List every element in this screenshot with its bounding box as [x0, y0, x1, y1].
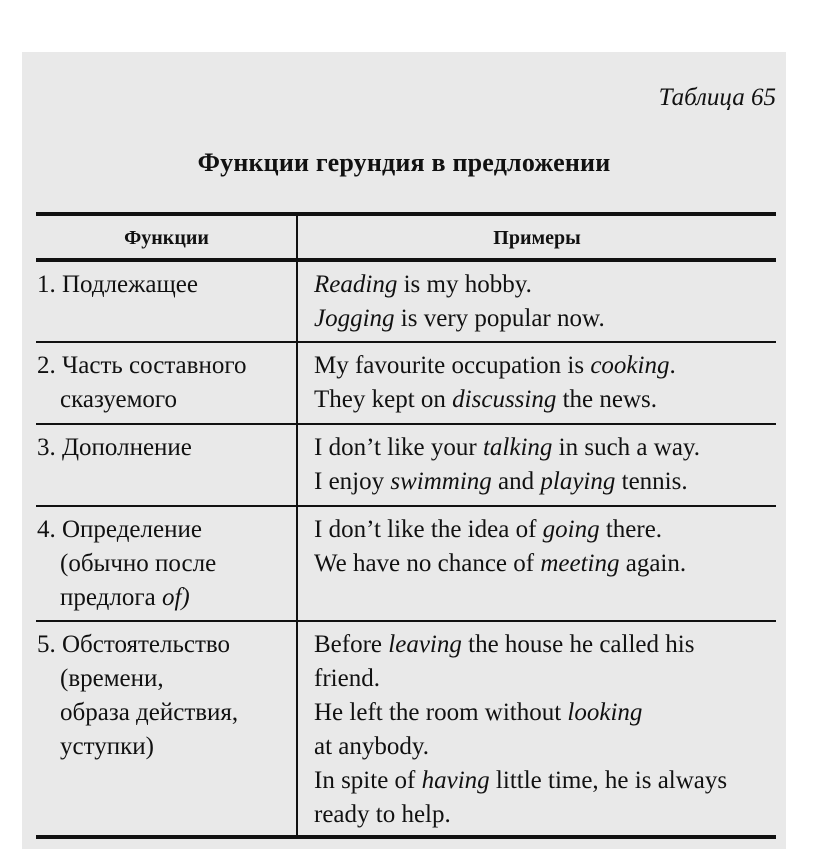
table-number: Таблица 65 — [658, 84, 776, 111]
header-functions: Функции — [36, 216, 298, 258]
function-cell — [36, 507, 298, 620]
example-text: in such a way. — [552, 434, 701, 461]
example-line — [314, 764, 776, 798]
function-cell — [36, 262, 298, 341]
example-text: there. — [599, 516, 663, 543]
table-row — [36, 425, 776, 505]
example-text: I enjoy — [314, 468, 391, 495]
function-line: сказуемого — [60, 386, 178, 413]
example-text: My favourite occupation is — [314, 352, 591, 379]
example-text: In spite of — [314, 767, 422, 794]
example-text: the house he called his — [461, 631, 695, 658]
example-line — [314, 465, 776, 499]
example-line — [314, 349, 776, 383]
table-row — [36, 507, 776, 620]
example-cell — [298, 507, 776, 620]
table-header-row — [36, 216, 776, 258]
gerund-word: meeting — [540, 550, 620, 577]
example-text: is very popular now. — [394, 305, 605, 332]
example-text: friend. — [314, 665, 380, 692]
example-line — [314, 302, 776, 336]
example-text: I don’t like your — [314, 434, 483, 461]
gerund-word: leaving — [388, 631, 462, 658]
gerund-word: discussing — [452, 386, 557, 413]
function-line: (времени, — [60, 665, 164, 692]
function-cell — [36, 425, 298, 505]
example-text: . — [669, 352, 676, 379]
function-cell — [36, 343, 298, 423]
example-line — [314, 268, 776, 302]
gerund-word: Reading — [314, 271, 398, 298]
function-line: уступки) — [60, 733, 154, 760]
example-text: I don’t like the idea of — [314, 516, 543, 543]
example-line — [314, 628, 776, 662]
gerund-word: playing — [540, 468, 616, 495]
function-line: (обычно после — [60, 550, 217, 577]
example-text: tennis. — [615, 468, 688, 495]
table-body — [36, 262, 776, 835]
table-row — [36, 343, 776, 423]
example-text: little time, he is always — [489, 767, 728, 794]
example-line — [314, 547, 776, 581]
gerund-word: going — [542, 516, 600, 543]
example-cell — [298, 622, 776, 835]
example-text: the news. — [556, 386, 658, 413]
example-text: is my hobby. — [397, 271, 532, 298]
example-cell — [298, 262, 776, 341]
example-text: He left the room without — [314, 699, 568, 726]
example-line — [314, 696, 776, 730]
example-text: They kept on — [314, 386, 453, 413]
gerund-word: Jogging — [314, 305, 395, 332]
gerund-word: looking — [567, 699, 643, 726]
example-line — [314, 662, 776, 696]
example-line — [314, 513, 776, 547]
gerund-word: swimming — [390, 468, 492, 495]
table-row — [36, 622, 776, 835]
example-line — [314, 798, 776, 832]
function-line: 3. Дополнение — [37, 434, 192, 461]
example-line — [314, 431, 776, 465]
example-text: at anybody. — [314, 733, 430, 760]
example-line — [314, 383, 776, 417]
example-text: Before — [314, 631, 389, 658]
example-text: ready to help. — [314, 801, 451, 828]
function-line: предлога of) — [60, 584, 190, 611]
function-line: 1. Подлежащее — [37, 271, 198, 298]
header-examples: Примеры — [493, 227, 581, 249]
function-line: 4. Определение — [37, 516, 202, 543]
function-line: 2. Часть составного — [37, 352, 247, 379]
example-cell — [298, 425, 776, 505]
scanned-page — [22, 52, 786, 849]
gerund-word: cooking — [590, 352, 670, 379]
example-line — [314, 730, 776, 764]
gerund-word: having — [421, 767, 490, 794]
example-text: We have no chance of — [314, 550, 541, 577]
function-cell — [36, 622, 298, 835]
gerund-functions-table — [36, 212, 776, 839]
example-text: again. — [619, 550, 687, 577]
function-line: 5. Обстоятельство — [37, 631, 231, 658]
table-row — [36, 262, 776, 341]
table-title: Функции герундия в предложении — [197, 148, 611, 177]
table-bottom-rule — [36, 835, 776, 839]
gerund-word: talking — [482, 434, 553, 461]
example-text: and — [491, 468, 541, 495]
function-line: образа действия, — [60, 699, 239, 726]
example-cell — [298, 343, 776, 423]
